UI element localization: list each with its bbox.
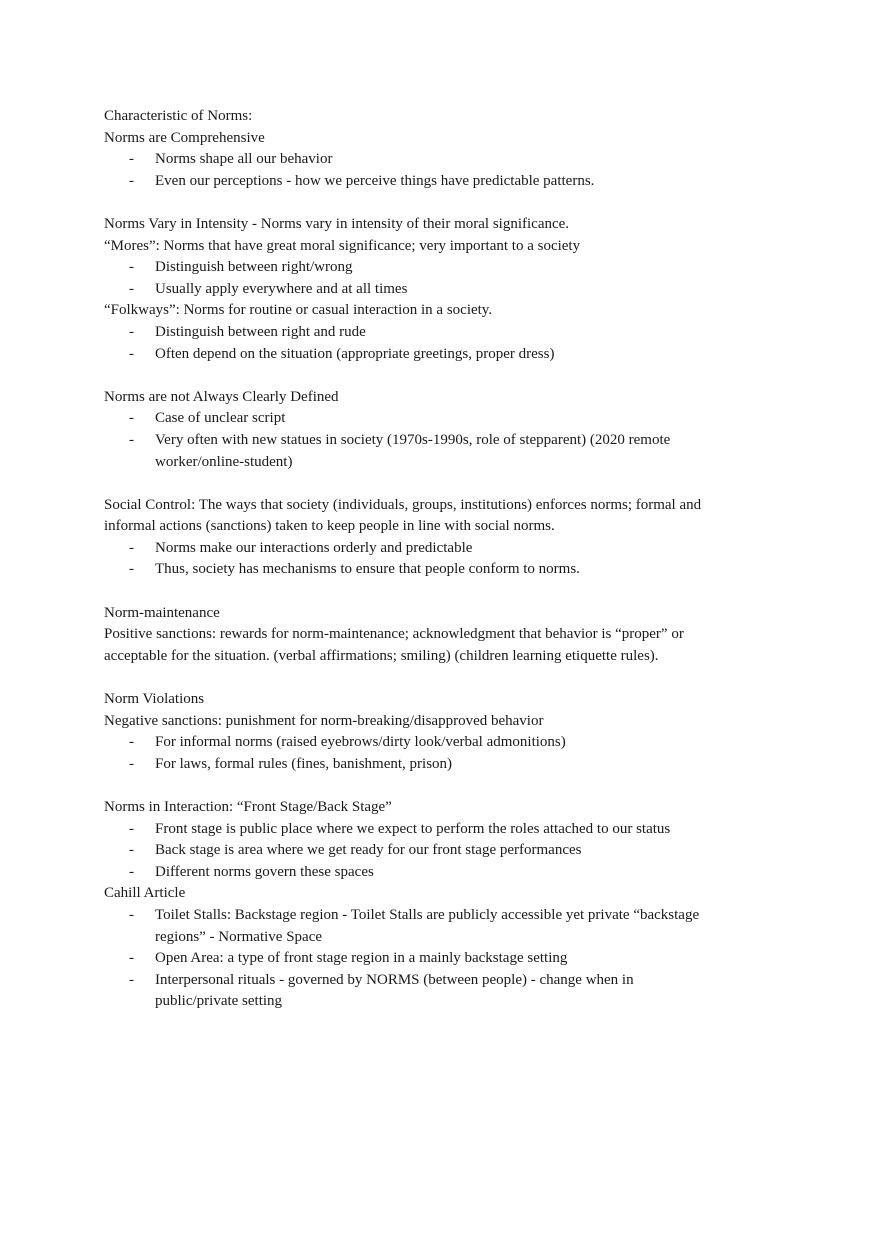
blank-line xyxy=(104,667,794,689)
negative-sanctions-text: Negative sanctions: punishment for norm-breaking/disapproved behavior xyxy=(104,712,544,729)
list-item: - Often depend on the situation (appropriate greetings, proper dress) xyxy=(104,344,794,366)
section-heading-maintenance: Norm-maintenance xyxy=(104,604,220,621)
dash-marker: - xyxy=(129,280,134,297)
list-item: - Front stage is public place where we expect to perform the roles attached to our status xyxy=(104,819,794,841)
list-violations xyxy=(104,732,794,775)
dash-marker: - xyxy=(129,561,134,578)
section-heading-unclear: Norms are not Always Clearly Defined xyxy=(104,388,339,405)
list-cahill xyxy=(104,905,794,1013)
list-social-control xyxy=(104,538,794,581)
list-item: - Different norms govern these spaces xyxy=(104,862,794,884)
list-item: - Usually apply everywhere and at all times xyxy=(104,279,794,301)
list-item: - Norms shape all our behavior xyxy=(104,149,794,171)
dash-marker: - xyxy=(129,971,134,988)
list-unclear xyxy=(104,408,794,473)
folkways-definition: “Folkways”: Norms for routine or casual interaction in a society. xyxy=(104,302,493,319)
list-item: - Distinguish between right and rude xyxy=(104,322,794,344)
dash-marker: - xyxy=(129,172,134,189)
dash-marker: - xyxy=(129,345,134,362)
dash-marker: - xyxy=(129,151,134,168)
list-item: - Back stage is area where we get ready for our front stage performances xyxy=(104,840,794,862)
document-title: Characteristic of Norms: xyxy=(104,108,253,124)
list-item: - For laws, formal rules (fines, banishment, prison) xyxy=(104,754,794,776)
list-interaction xyxy=(104,819,794,884)
blank-line xyxy=(104,473,794,495)
dash-marker: - xyxy=(129,734,134,751)
list-mores xyxy=(104,257,794,300)
list-item: - For informal norms (raised eyebrows/dirty look/verbal admonitions) xyxy=(104,732,794,754)
blank-line xyxy=(104,365,794,387)
dash-marker: - xyxy=(129,431,134,448)
list-item: - Interpersonal rituals - governed by NORMS (between people) - change when in public/private setting xyxy=(129,971,634,1010)
list-item: - Norms make our interactions orderly and predictable xyxy=(104,538,794,560)
list-item: - Open Area: a type of front stage region in a mainly backstage setting xyxy=(104,948,794,970)
list-comprehensive xyxy=(104,149,794,192)
dash-marker: - xyxy=(129,950,134,967)
list-item: - Even our perceptions - how we perceive things have predictable patterns. xyxy=(104,171,794,193)
list-folkways xyxy=(104,322,794,365)
dash-marker: - xyxy=(129,323,134,340)
dash-marker: - xyxy=(129,906,134,923)
section-heading-violations: Norm Violations xyxy=(104,691,205,708)
dash-marker: - xyxy=(129,842,134,859)
section-heading-comprehensive: Norms are Comprehensive xyxy=(104,129,265,146)
list-item: - Thus, society has mechanisms to ensure that people conform to norms. xyxy=(104,559,794,581)
section-heading-intensity: Norms Vary in Intensity - Norms vary in intensity of their moral significance. xyxy=(104,215,570,232)
blank-line xyxy=(104,581,794,603)
section-heading-interaction: Norms in Interaction: “Front Stage/Back Stage” xyxy=(104,799,392,815)
section-heading-cahill: Cahill Article xyxy=(104,885,186,902)
list-item: - Toilet Stalls: Backstage region - Toilet Stalls are publicly accessible yet private “backstage regions” - Normative Space xyxy=(129,906,700,945)
dash-marker: - xyxy=(129,755,134,772)
list-item: - Case of unclear script xyxy=(104,408,794,430)
blank-line xyxy=(104,192,794,214)
document-page xyxy=(104,106,794,1013)
dash-marker: - xyxy=(129,410,134,427)
blank-line xyxy=(104,775,794,797)
dash-marker: - xyxy=(129,539,134,556)
dash-marker: - xyxy=(129,863,134,880)
social-control-definition: Social Control: The ways that society (individuals, groups, institutions) enforces norms; formal and informal actions (sanctions) taken to keep people in line with social norms. xyxy=(104,496,702,535)
list-item: - Distinguish between right/wrong xyxy=(104,257,794,279)
mores-definition: “Mores”: Norms that have great moral significance; very important to a society xyxy=(104,237,581,254)
dash-marker: - xyxy=(129,820,134,837)
dash-marker: - xyxy=(129,259,134,276)
positive-sanctions-text: Positive sanctions: rewards for norm-maintenance; acknowledgment that behavior is “proper” or acceptable for the situation. (verbal affirmations; smiling) (children learning etiquette rules). xyxy=(104,626,684,664)
list-item: - Very often with new statues in society (1970s-1990s, role of stepparent) (2020 remote worker/online-student) xyxy=(129,431,671,470)
